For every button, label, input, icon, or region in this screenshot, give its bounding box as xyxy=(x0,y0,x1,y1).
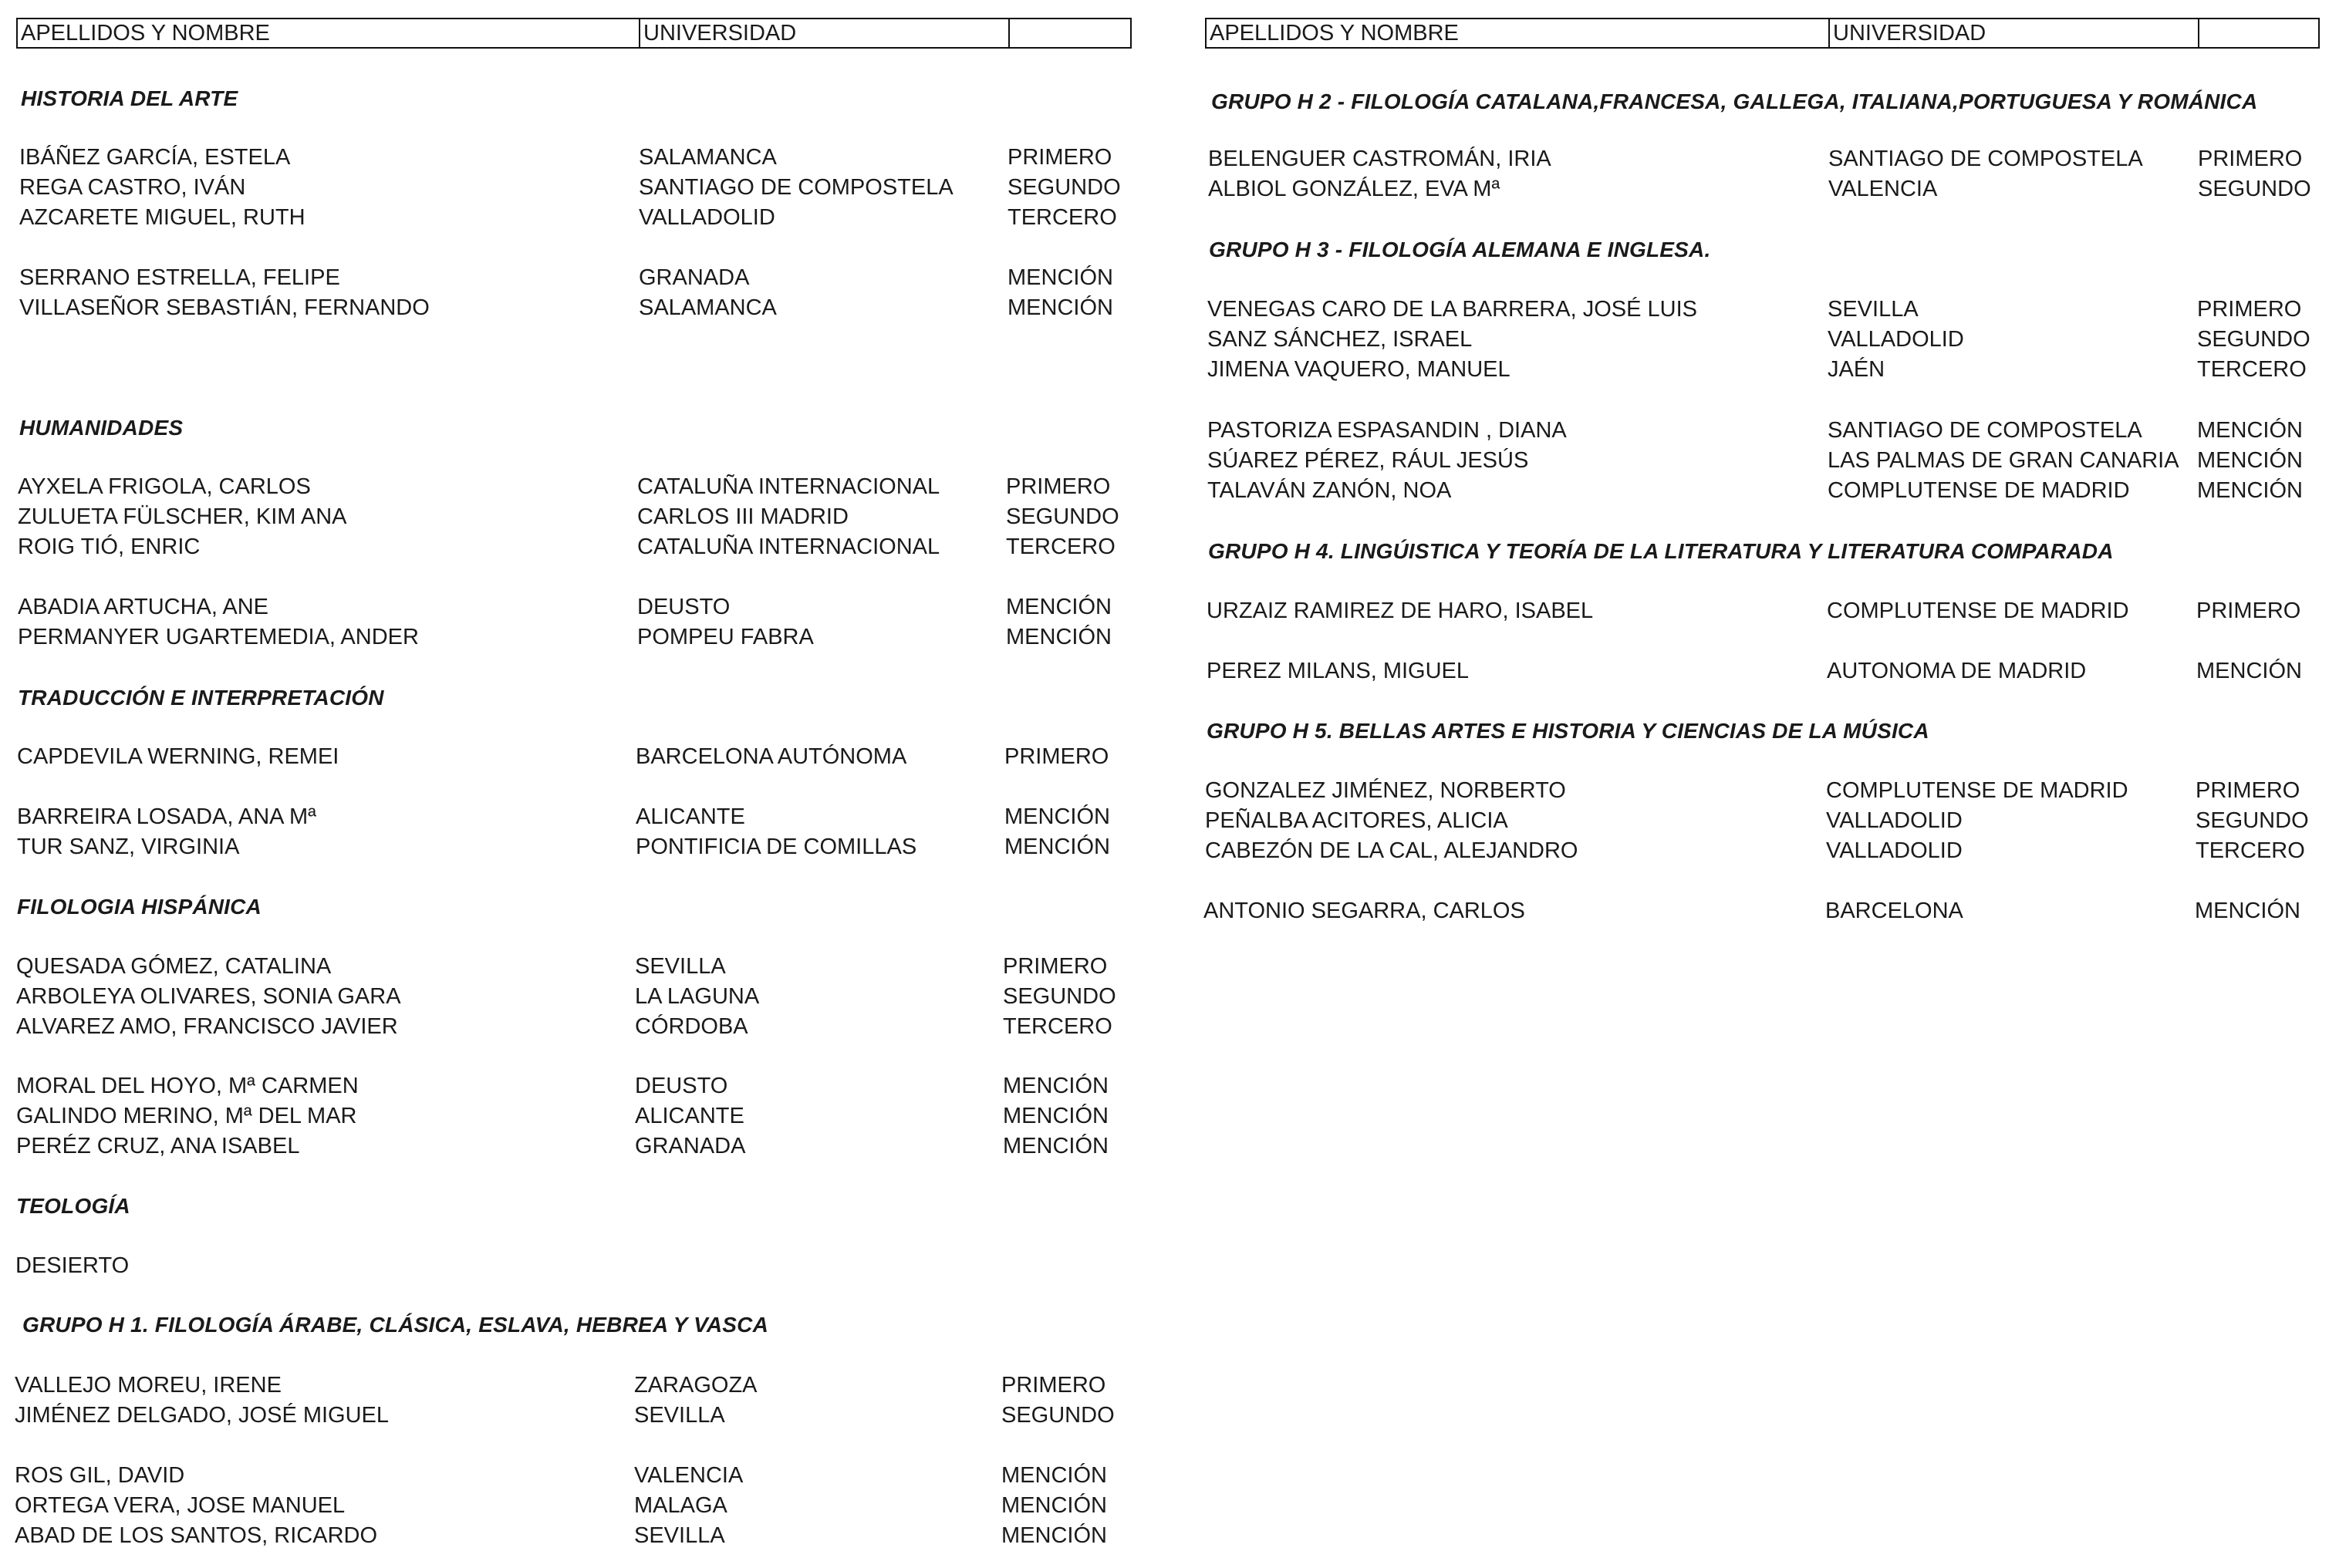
winner-award: MENCIÓN xyxy=(1006,625,1112,649)
winner-name: ZULUETA FÜLSCHER, KIM ANA xyxy=(18,504,347,529)
winner-award: PRIMERO xyxy=(2197,297,2302,322)
winner-award: MENCIÓN xyxy=(1003,1134,1109,1158)
winner-university: LA LAGUNA xyxy=(635,984,760,1009)
winner-award: MENCIÓN xyxy=(1003,1104,1109,1128)
winner-name: QUESADA GÓMEZ, CATALINA xyxy=(16,954,332,979)
winner-name: REGA CASTRO, IVÁN xyxy=(19,175,246,200)
winner-university: VALLADOLID xyxy=(1826,808,1963,833)
winner-university: SEVILLA xyxy=(1828,297,1919,322)
winner-name: VENEGAS CARO DE LA BARRERA, JOSÉ LUIS xyxy=(1207,297,1697,322)
winner-name: MORAL DEL HOYO, Mª CARMEN xyxy=(16,1074,359,1098)
winner-name: PASTORIZA ESPASANDIN , DIANA xyxy=(1207,418,1567,443)
winner-name: TALAVÁN ZANÓN, NOA xyxy=(1207,478,1452,503)
winner-name: ABADIA ARTUCHA, ANE xyxy=(18,595,269,619)
section-title: GRUPO H 3 - FILOLOGÍA ALEMANA E INGLESA. xyxy=(1209,238,1711,261)
winner-name: SANZ SÁNCHEZ, ISRAEL xyxy=(1207,327,1473,352)
winner-award: SEGUNDO xyxy=(1003,984,1116,1009)
winner-award: TERCERO xyxy=(1008,205,1117,230)
winner-award: PRIMERO xyxy=(1004,744,1109,769)
winner-university: SALAMANCA xyxy=(639,145,777,170)
winner-name: JIMÉNEZ DELGADO, JOSÉ MIGUEL xyxy=(15,1403,390,1428)
section-note: DESIERTO xyxy=(15,1253,130,1278)
column-header xyxy=(1205,18,2320,49)
winner-name: PERMANYER UGARTEMEDIA, ANDER xyxy=(18,625,419,649)
winner-university: VALLADOLID xyxy=(1828,327,1964,352)
winner-university: DEUSTO xyxy=(637,595,731,619)
winner-university: ZARAGOZA xyxy=(634,1373,758,1398)
winner-award: SEGUNDO xyxy=(1006,504,1119,529)
winner-name: PERÉZ CRUZ, ANA ISABEL xyxy=(16,1134,300,1158)
winner-name: SÚAREZ PÉREZ, RÁUL JESÚS xyxy=(1207,448,1529,473)
winner-name: SERRANO ESTRELLA, FELIPE xyxy=(19,265,340,290)
winner-award: SEGUNDO xyxy=(1001,1403,1115,1428)
winner-university: LAS PALMAS DE GRAN CANARIA xyxy=(1828,448,2179,473)
winner-award: MENCIÓN xyxy=(1001,1493,1107,1518)
winner-award: PRIMERO xyxy=(1008,145,1112,170)
winner-university: VALENCIA xyxy=(1828,177,1938,201)
winner-award: PRIMERO xyxy=(1006,474,1111,499)
winner-award: PRIMERO xyxy=(1003,954,1108,979)
winner-university: COMPLUTENSE DE MADRID xyxy=(1826,778,2128,803)
winner-name: GALINDO MERINO, Mª DEL MAR xyxy=(16,1104,357,1128)
winner-name: CAPDEVILA WERNING, REMEI xyxy=(17,744,339,769)
winner-award: MENCIÓN xyxy=(1001,1463,1107,1488)
section-title: HISTORIA DEL ARTE xyxy=(21,86,238,110)
section-title: FILOLOGIA HISPÁNICA xyxy=(17,895,262,919)
winner-university: SANTIAGO DE COMPOSTELA xyxy=(639,175,954,200)
winner-award: MENCIÓN xyxy=(2195,899,2300,923)
winner-name: TUR SANZ, VIRGINIA xyxy=(17,835,240,859)
winner-university: SEVILLA xyxy=(634,1523,725,1548)
winner-name: ABAD DE LOS SANTOS, RICARDO xyxy=(15,1523,378,1548)
winner-university: VALENCIA xyxy=(634,1463,744,1488)
winner-award: MENCIÓN xyxy=(1006,595,1112,619)
winner-award: MENCIÓN xyxy=(1003,1074,1109,1098)
winner-award: MENCIÓN xyxy=(1008,265,1113,290)
winner-award: SEGUNDO xyxy=(1008,175,1121,200)
winner-name: PEREZ MILANS, MIGUEL xyxy=(1207,659,1470,683)
winner-university: CATALUÑA INTERNACIONAL xyxy=(637,534,940,559)
winner-university: GRANADA xyxy=(639,265,750,290)
winner-university: CÓRDOBA xyxy=(635,1014,748,1039)
winner-award: TERCERO xyxy=(2196,838,2305,863)
winner-award: MENCIÓN xyxy=(2197,448,2303,473)
winner-name: IBÁÑEZ GARCÍA, ESTELA xyxy=(19,145,291,170)
winner-university: JAÉN xyxy=(1828,357,1885,382)
section-title: HUMANIDADES xyxy=(19,416,184,440)
winner-name: ALVAREZ AMO, FRANCISCO JAVIER xyxy=(16,1014,398,1039)
winner-award: SEGUNDO xyxy=(2196,808,2309,833)
winner-university: DEUSTO xyxy=(635,1074,728,1098)
winner-university: ALICANTE xyxy=(636,804,745,829)
winner-university: MALAGA xyxy=(634,1493,727,1518)
winner-name: ORTEGA VERA, JOSE MANUEL xyxy=(15,1493,346,1518)
winner-university: AUTONOMA DE MADRID xyxy=(1827,659,2087,683)
winner-name: AZCARETE MIGUEL, RUTH xyxy=(19,205,305,230)
winner-award: PRIMERO xyxy=(2198,147,2303,171)
winner-university: PONTIFICIA DE COMILLAS xyxy=(636,835,917,859)
winner-name: GONZALEZ JIMÉNEZ, NORBERTO xyxy=(1205,778,1566,803)
winner-award: PRIMERO xyxy=(2196,599,2301,623)
winner-award: PRIMERO xyxy=(1001,1373,1106,1398)
column-header xyxy=(16,18,1132,49)
winner-award: MENCIÓN xyxy=(2197,478,2303,503)
section-title: TRADUCCIÓN E INTERPRETACIÓN xyxy=(18,686,384,710)
winner-name: ROIG TIÓ, ENRIC xyxy=(18,534,201,559)
winner-university: BARCELONA AUTÓNOMA xyxy=(636,744,907,769)
winner-university: VALLADOLID xyxy=(639,205,775,230)
winner-university: SANTIAGO DE COMPOSTELA xyxy=(1828,418,2142,443)
winner-name: PEÑALBA ACITORES, ALICIA xyxy=(1205,808,1508,833)
winner-name: ANTONIO SEGARRA, CARLOS xyxy=(1203,899,1525,923)
section-title: GRUPO H 2 - FILOLOGÍA CATALANA,FRANCESA, GALLEGA, ITALIANA,PORTUGUESA Y ROMÁNICA xyxy=(1211,89,2258,113)
winner-name: URZAIZ RAMIREZ DE HARO, ISABEL xyxy=(1207,599,1594,623)
header-university-label: UNIVERSIDAD xyxy=(639,19,1008,47)
winner-name: VILLASEÑOR SEBASTIÁN, FERNANDO xyxy=(19,295,430,320)
winner-university: CATALUÑA INTERNACIONAL xyxy=(637,474,940,499)
winner-university: SEVILLA xyxy=(634,1403,725,1428)
winner-award: SEGUNDO xyxy=(2198,177,2311,201)
winner-name: ALBIOL GONZÁLEZ, EVA Mª xyxy=(1208,177,1500,201)
header-university-label: UNIVERSIDAD xyxy=(1828,19,2198,47)
header-award-label xyxy=(1008,19,1130,47)
winner-award: MENCIÓN xyxy=(2197,418,2303,443)
section-title: GRUPO H 1. FILOLOGÍA ÁRABE, CLÁSICA, ESLAVA, HEBREA Y VASCA xyxy=(22,1313,768,1337)
winner-award: MENCIÓN xyxy=(1008,295,1113,320)
winner-university: POMPEU FABRA xyxy=(637,625,814,649)
winner-award: MENCIÓN xyxy=(2196,659,2302,683)
winner-university: BARCELONA xyxy=(1825,899,1963,923)
winner-university: SEVILLA xyxy=(635,954,726,979)
winner-award: SEGUNDO xyxy=(2197,327,2310,352)
winner-name: BELENGUER CASTROMÁN, IRIA xyxy=(1208,147,1551,171)
winner-name: BARREIRA LOSADA, ANA Mª xyxy=(17,804,316,829)
winner-name: ARBOLEYA OLIVARES, SONIA GARA xyxy=(16,984,401,1009)
winner-university: COMPLUTENSE DE MADRID xyxy=(1827,599,2129,623)
winner-university: SALAMANCA xyxy=(639,295,777,320)
winner-award: TERCERO xyxy=(1006,534,1116,559)
section-title: GRUPO H 4. LINGÚISTICA Y TEORÍA DE LA LITERATURA Y LITERATURA COMPARADA xyxy=(1208,539,2114,563)
section-title: GRUPO H 5. BELLAS ARTES E HISTORIA Y CIENCIAS DE LA MÚSICA xyxy=(1207,719,1929,743)
header-award-label xyxy=(2198,19,2318,47)
winner-name: JIMENA VAQUERO, MANUEL xyxy=(1207,357,1510,382)
header-name-label: APELLIDOS Y NOMBRE xyxy=(1210,21,1459,46)
winner-award: PRIMERO xyxy=(2196,778,2300,803)
winner-name: VALLEJO MOREU, IRENE xyxy=(15,1373,282,1398)
winner-university: ALICANTE xyxy=(635,1104,744,1128)
winner-university: VALLADOLID xyxy=(1826,838,1963,863)
winner-award: MENCIÓN xyxy=(1004,835,1110,859)
winner-award: TERCERO xyxy=(1003,1014,1112,1039)
winner-university: GRANADA xyxy=(635,1134,746,1158)
winner-name: ROS GIL, DAVID xyxy=(15,1463,185,1488)
winner-award: MENCIÓN xyxy=(1001,1523,1107,1548)
winner-name: CABEZÓN DE LA CAL, ALEJANDRO xyxy=(1205,838,1578,863)
winner-award: MENCIÓN xyxy=(1004,804,1110,829)
section-title: TEOLOGÍA xyxy=(16,1194,130,1218)
winner-name: AYXELA FRIGOLA, CARLOS xyxy=(18,474,311,499)
winner-university: COMPLUTENSE DE MADRID xyxy=(1828,478,2130,503)
winner-award: TERCERO xyxy=(2197,357,2307,382)
winner-university: CARLOS III MADRID xyxy=(637,504,849,529)
winner-university: SANTIAGO DE COMPOSTELA xyxy=(1828,147,2143,171)
header-name-label: APELLIDOS Y NOMBRE xyxy=(21,21,270,46)
